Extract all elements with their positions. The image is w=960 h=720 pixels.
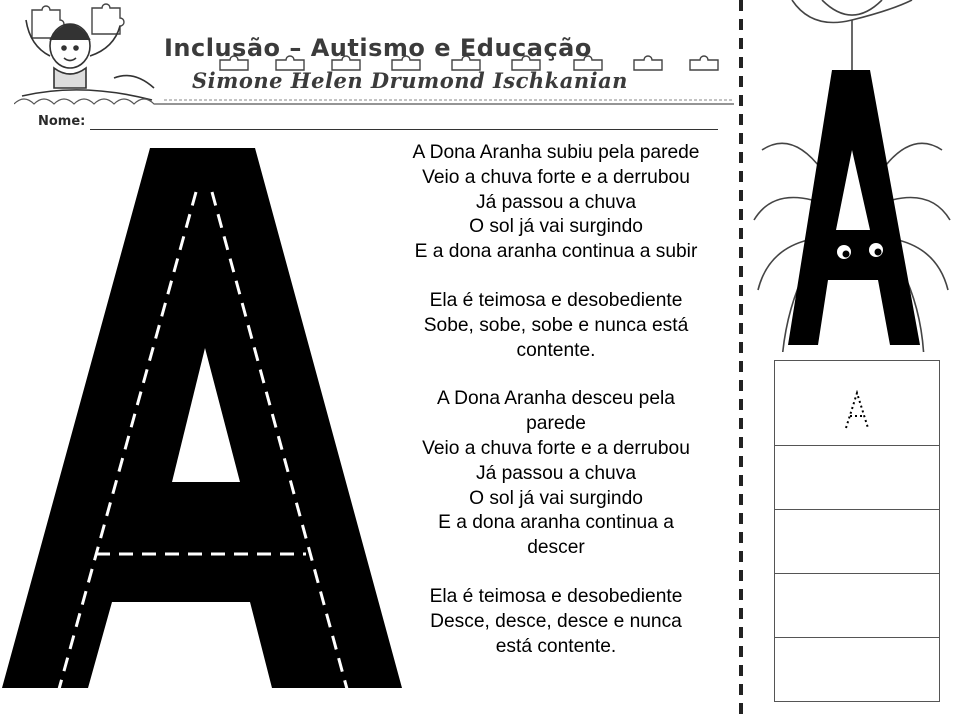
child-icon (22, 20, 154, 100)
lyric-line: Ela é teimosa e desobediente (429, 289, 683, 311)
worksheet-header (14, 0, 736, 108)
lyric-line: O sol já vai surgindo (469, 216, 643, 238)
lyric-line: A Dona Aranha desceu pela (437, 388, 675, 410)
dotted-letter-a-icon (842, 390, 872, 430)
lyric-line: E a dona aranha continua a (438, 512, 674, 534)
practice-cell[interactable] (775, 510, 940, 574)
letter-practice-grid (774, 360, 940, 702)
song-lyrics (378, 141, 734, 659)
name-write-line[interactable] (90, 129, 718, 130)
lyric-line: A Dona Aranha subiu pela parede (412, 142, 700, 163)
lyric-line: Ela é teimosa e desobediente (429, 585, 683, 607)
practice-cell[interactable] (775, 638, 940, 702)
practice-cell[interactable] (775, 574, 940, 638)
lyric-line: Já passou a chuva (475, 462, 636, 484)
lyric-line: parede (526, 413, 586, 435)
verse-1 (378, 141, 734, 265)
lyric-line: E a dona aranha continua a subir (414, 241, 698, 263)
verse-4 (378, 585, 734, 659)
verse-2 (378, 289, 734, 363)
lyric-line: Desce, desce, desce e nunca (430, 610, 682, 632)
lyric-line: Sobe, sobe, sobe e nunca está (423, 314, 689, 336)
name-row (38, 114, 718, 134)
lyric-line: Já passou a chuva (475, 191, 636, 213)
name-label: Nome: (38, 114, 86, 129)
cut-line-divider (739, 0, 743, 720)
lyric-line: contente. (516, 339, 596, 361)
header-title: Inclusão – Autismo e Educação (164, 34, 592, 62)
lyric-line: descer (527, 537, 585, 559)
lyric-line: está contente. (495, 635, 617, 657)
verse-3 (378, 387, 734, 561)
spider-letter-a-icon (752, 0, 952, 352)
practice-cell[interactable] (775, 446, 940, 510)
lyric-line: Veio a chuva forte e a derrubou (422, 166, 690, 188)
big-letter-a-icon (0, 140, 410, 720)
header-author: Simone Helen Drumond Ischkanian (192, 68, 628, 93)
practice-cell-trace[interactable] (775, 361, 940, 446)
lyric-line: O sol já vai surgindo (469, 487, 643, 509)
lyric-line: Veio a chuva forte e a derrubou (422, 437, 690, 459)
